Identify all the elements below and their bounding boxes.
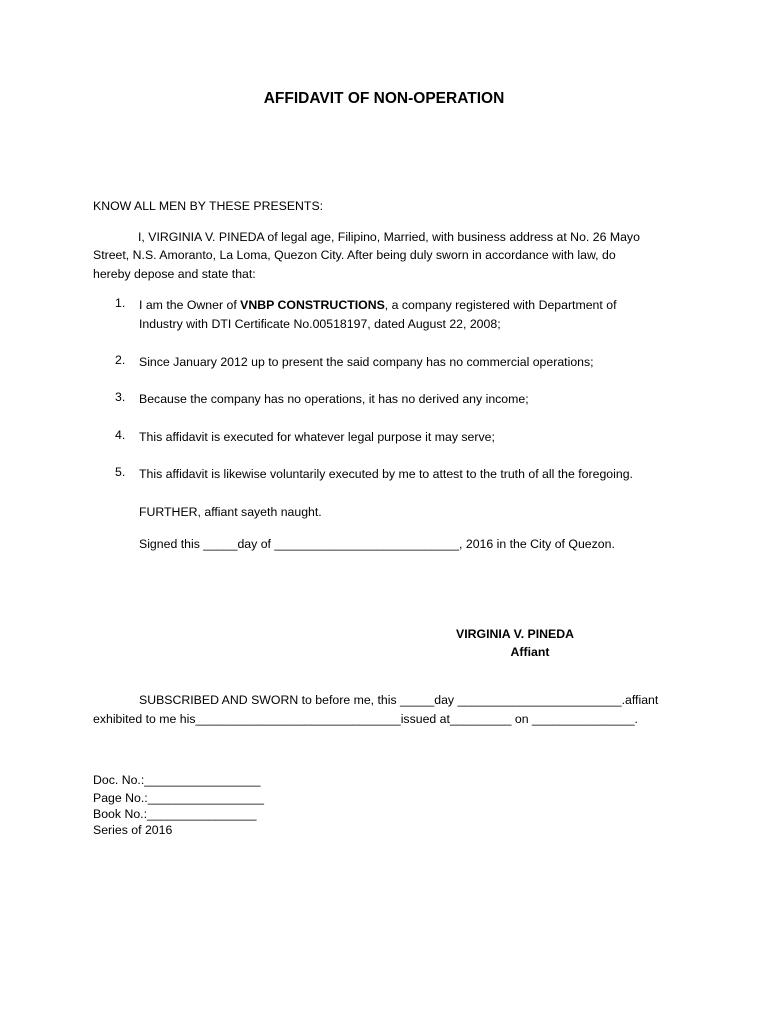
further-statement: FURTHER, affiant sayeth naught. (139, 505, 322, 519)
company-name: VNBP CONSTRUCTIONS (240, 298, 385, 312)
page-no: Page No.:_________________ (93, 791, 264, 805)
item-text: Because the company has no operations, it has no derived any income; (139, 392, 529, 406)
subscribed-line-2: exhibited to me his______________________________issued at_________ on _______________. (93, 712, 638, 726)
series: Series of 2016 (93, 823, 173, 837)
item-text: This affidavit is executed for whatever legal purpose it may serve; (139, 430, 495, 444)
item-number: 4. (115, 428, 126, 442)
document-title: AFFIDAVIT OF NON-OPERATION (263, 90, 505, 107)
item-text-part: I am the Owner of (139, 298, 241, 312)
item-text-part: Industry with DTI Certificate No.00518197, dated August 22, 2008; (139, 316, 501, 331)
signed-line: Signed this _____day of ___________________________, 2016 in the City of Quezon. (139, 537, 615, 551)
subscribed-line-1: SUBSCRIBED AND SWORN to before me, this _____day ________________________.affiant (139, 693, 659, 707)
intro-line-3: hereby depose and state that: (93, 267, 256, 281)
affiant-name: VIRGINIA V. PINEDA (456, 627, 574, 641)
book-no: Book No.:________________ (93, 807, 257, 821)
item-text-part: , a company registered with Department of (384, 298, 617, 312)
item-number: 5. (115, 465, 126, 479)
item-text: Since January 2012 up to present the said company has no commercial operations; (139, 355, 594, 369)
item-number: 1. (115, 296, 126, 310)
opening-line: KNOW ALL MEN BY THESE PRESENTS: (93, 199, 324, 213)
item-number: 3. (115, 390, 126, 404)
item-text: This affidavit is likewise voluntarily executed by me to attest to the truth of all the foregoing. (139, 467, 633, 481)
doc-no: Doc. No.:_________________ (93, 773, 261, 787)
intro-line-2: Street, N.S. Amoranto, La Loma, Quezon City. After being duly sworn in accordance with law, do (93, 248, 616, 262)
intro-line-1: I, VIRGINIA V. PINEDA of legal age, Filipino, Married, with business address at No. 26 Mayo (138, 230, 640, 244)
item-text (139, 296, 674, 333)
item-number: 2. (115, 353, 126, 367)
affiant-label: Affiant (510, 645, 550, 659)
